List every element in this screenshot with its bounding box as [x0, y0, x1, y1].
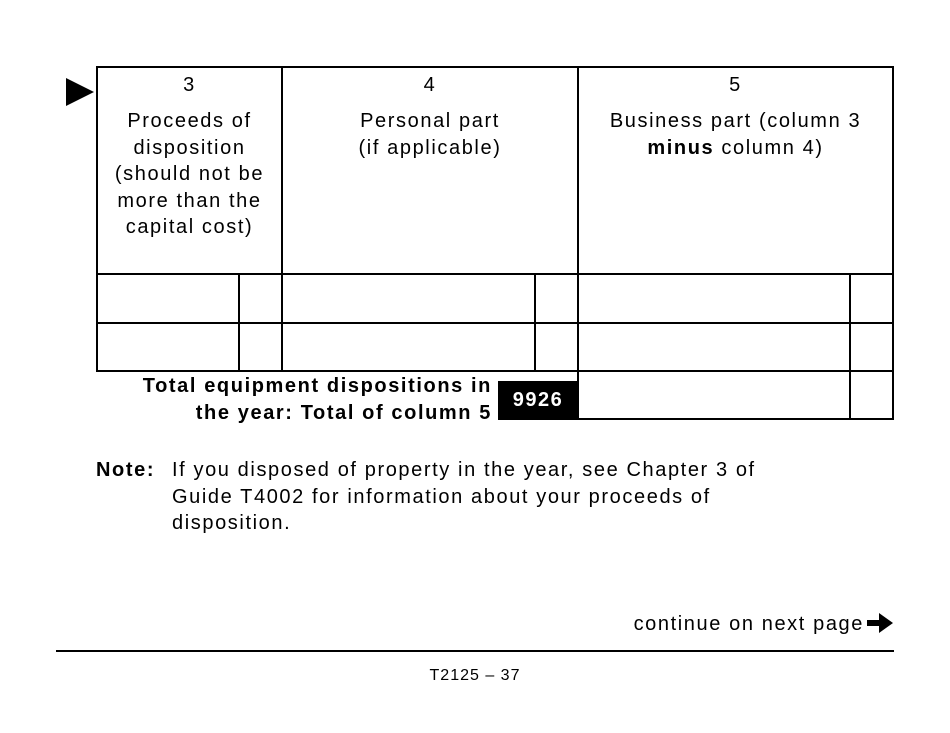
col3-row2-cents-field[interactable] [240, 324, 281, 370]
col4-line1: Personal part [360, 110, 500, 132]
total-label-line1: Total equipment dispositions in [142, 375, 492, 397]
col3-row1-amount-field[interactable] [98, 275, 238, 322]
col3-number: 3 [183, 74, 196, 96]
total-amount-field[interactable] [579, 372, 849, 418]
col5-number: 5 [729, 74, 742, 96]
total-label [96, 373, 492, 426]
col5-line2 [579, 135, 892, 162]
total-label-line2: the year: Total of column 5 [195, 401, 492, 424]
col3-line1: Proceeds of [127, 110, 252, 132]
col3-line3: (should not be [114, 163, 265, 185]
col5-row1-amount-field[interactable] [579, 275, 849, 322]
continue-link[interactable] [560, 611, 893, 639]
table-top-border [96, 66, 894, 68]
col3-row2-amount-field[interactable] [98, 324, 238, 370]
total-row-bottom-border [577, 418, 894, 420]
col4-line2: (if applicable) [358, 136, 502, 159]
col3-line2: disposition [133, 136, 246, 159]
col5-row2-amount-field[interactable] [579, 324, 849, 370]
continue-text: continue on next page [633, 613, 864, 635]
col5-minus-text: minus [647, 136, 715, 159]
col5-row2-cents-field[interactable] [851, 324, 892, 370]
col3-line5: capital cost) [125, 216, 254, 238]
col3-row1-cents-field[interactable] [240, 275, 281, 322]
col3-line4: more than the [117, 189, 262, 212]
col5-line1: Business part (column 3 [609, 110, 862, 132]
note-text [172, 457, 756, 537]
col4-row1-amount-field[interactable] [283, 275, 534, 322]
page-footer: T2125 – 37 [429, 667, 521, 684]
col4-row2-cents-field[interactable] [536, 324, 577, 370]
table-right-border [892, 66, 894, 420]
note-line3: disposition. [172, 512, 292, 534]
col4-row2-amount-field[interactable] [283, 324, 534, 370]
right-arrow-icon [867, 612, 893, 634]
footer-divider [56, 650, 894, 652]
note-line1: If you disposed of property in the year, see Chapter 3 of [172, 459, 756, 481]
col5-row1-cents-field[interactable] [851, 275, 892, 322]
line-code-badge: 9926 [498, 381, 578, 420]
note-label: Note: [96, 459, 156, 481]
col4-row1-cents-field[interactable] [536, 275, 577, 322]
col4-number: 4 [423, 74, 437, 96]
col5-line2-rest: column 4) [714, 136, 824, 159]
note-line2: Guide T4002 for information about your proceeds of [172, 485, 711, 508]
total-cents-field[interactable] [851, 372, 892, 418]
row-marker-arrow-icon [66, 78, 94, 106]
